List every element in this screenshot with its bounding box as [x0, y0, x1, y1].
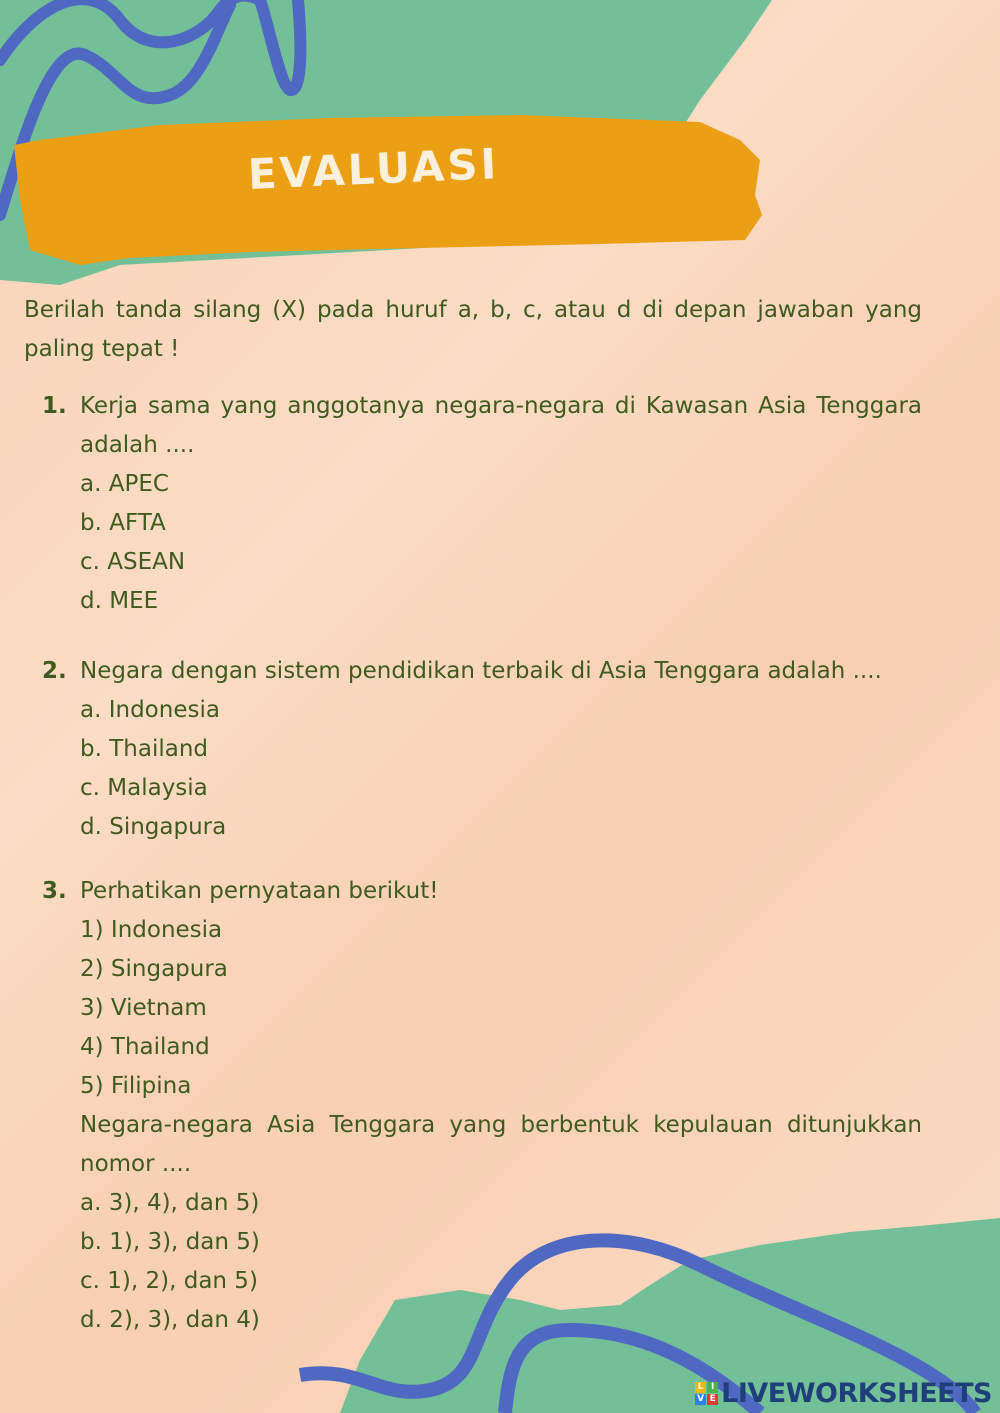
question-1 [42, 387, 922, 621]
logo-mark-icon [695, 1382, 718, 1405]
option-b[interactable]: b. AFTA [80, 510, 166, 536]
option-d[interactable]: d. Singapura [80, 814, 227, 840]
question-text: Perhatikan pernyataan berikut! [80, 878, 439, 904]
page-title: EVALUASI [246, 139, 501, 199]
statement-3: 3) Vietnam [80, 995, 207, 1021]
option-a[interactable]: a. Indonesia [80, 697, 220, 723]
liveworksheets-logo [695, 1378, 992, 1409]
option-d[interactable]: d. MEE [80, 588, 159, 614]
option-c[interactable]: c. Malaysia [80, 775, 208, 801]
question-2 [42, 652, 922, 847]
option-b[interactable]: b. 1), 3), dan 5) [80, 1229, 260, 1255]
statement-1: 1) Indonesia [80, 917, 223, 943]
question-text: Kerja sama yang anggotanya negara-negara di Kawasan Asia Tenggara adalah .... [80, 393, 922, 458]
question-number: 1. [42, 393, 67, 419]
option-a[interactable]: a. 3), 4), dan 5) [80, 1190, 260, 1216]
logo-letter: E [707, 1394, 718, 1405]
logo-letter: L [695, 1382, 706, 1393]
statement-2: 2) Singapura [80, 956, 228, 982]
question-text: Negara dengan sistem pendidikan terbaik di Asia Tenggara adalah .... [80, 658, 882, 684]
option-d[interactable]: d. 2), 3), dan 4) [80, 1307, 260, 1333]
option-b[interactable]: b. Thailand [80, 736, 208, 762]
option-c[interactable]: c. ASEAN [80, 549, 186, 575]
logo-letter: I [707, 1382, 718, 1393]
option-c[interactable]: c. 1), 2), dan 5) [80, 1268, 258, 1294]
statement-5: 5) Filipina [80, 1073, 192, 1099]
question-prompt: Negara-negara Asia Tenggara yang berbentuk kepulauan ditunjukkan nomor .... [80, 1112, 922, 1177]
logo-text: LIVEWORKSHEETS [721, 1378, 992, 1409]
option-a[interactable]: a. APEC [80, 471, 169, 497]
question-3 [42, 872, 922, 1340]
instruction-text: Berilah tanda silang (X) pada huruf a, b, c, atau d di depan jawaban yang paling tepat ! [24, 297, 922, 362]
statement-4: 4) Thailand [80, 1034, 210, 1060]
question-number: 3. [42, 878, 67, 904]
question-number: 2. [42, 658, 67, 684]
logo-letter: V [695, 1394, 706, 1405]
